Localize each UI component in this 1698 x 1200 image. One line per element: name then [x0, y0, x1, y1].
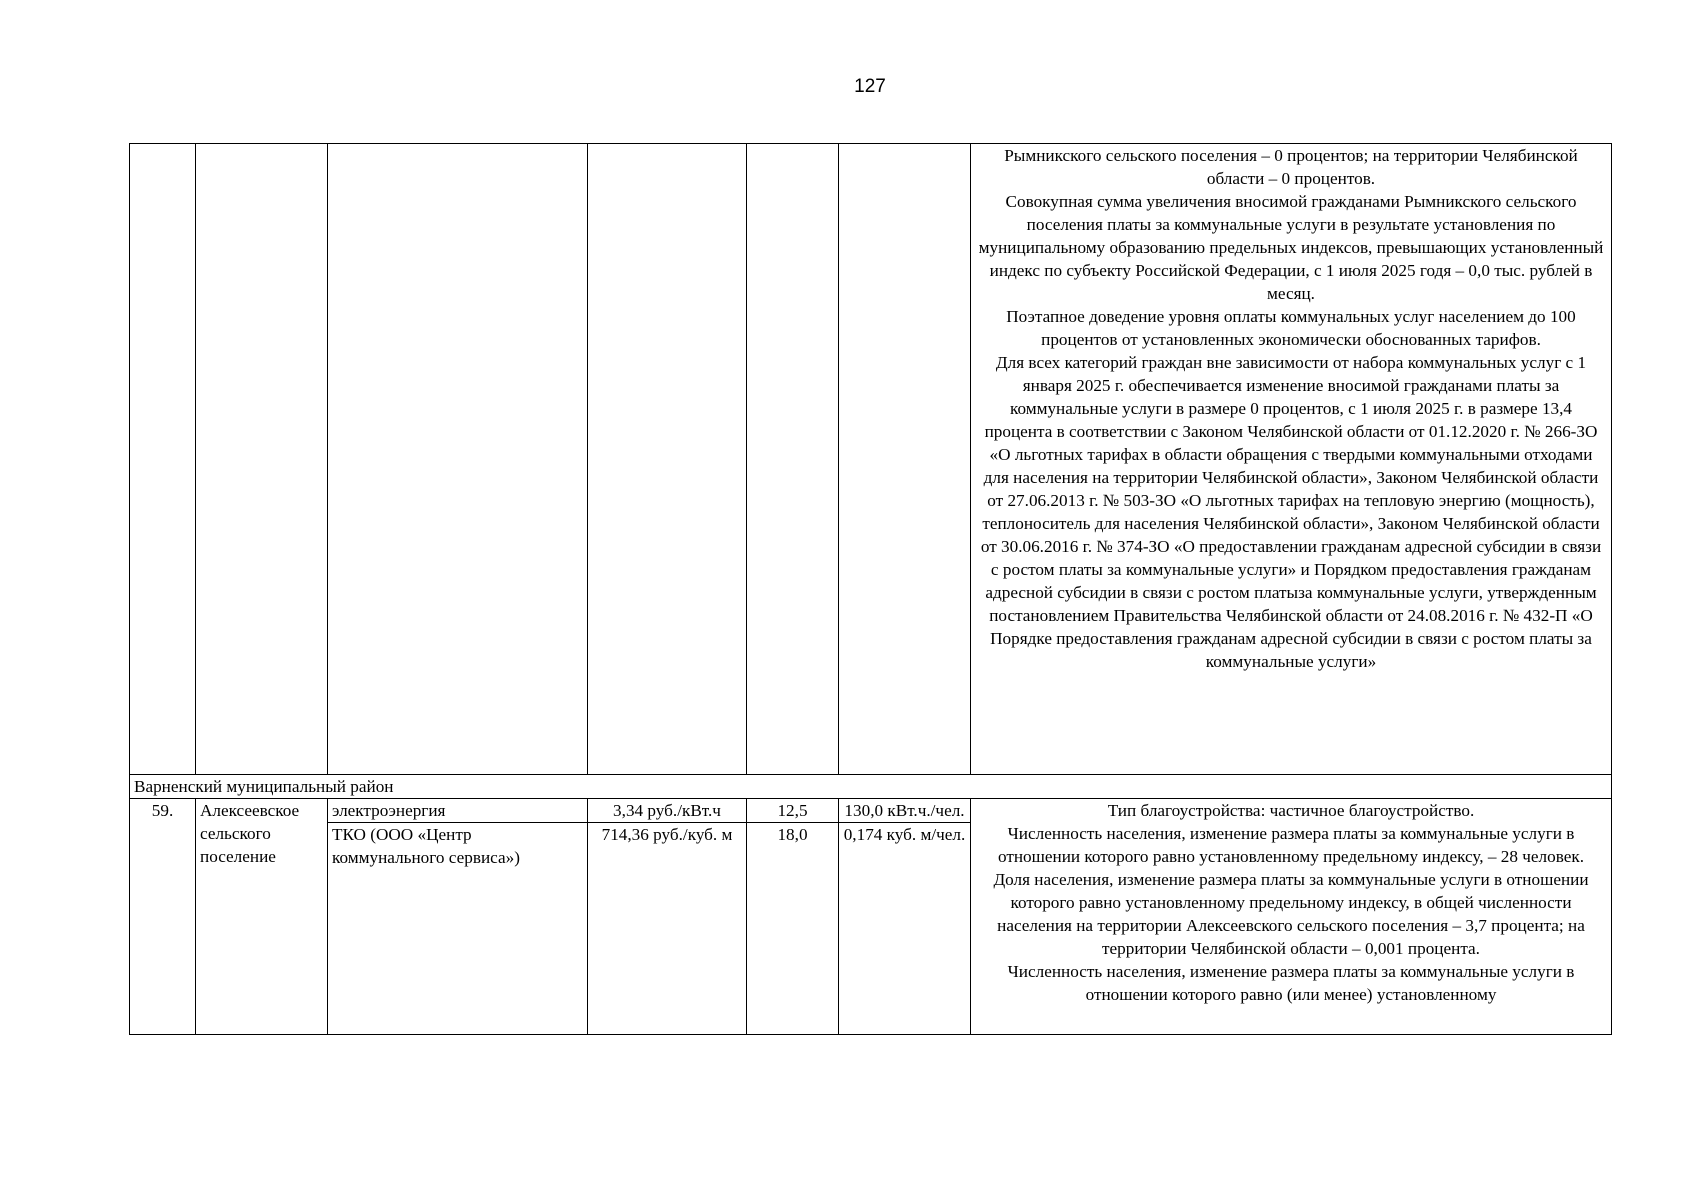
service-name: электроэнергия	[328, 799, 588, 823]
note-paragraph: Доля населения, изменение размера платы за коммунальные услуги в отношении которого равно установленному предельному индексу, в общей численности населения на территории Алексеевского сельского поселения – 3,7 процента; на территории Челябинской области – 0,001 процента.	[993, 870, 1589, 958]
entry-row-electricity	[130, 799, 1612, 823]
section-title: Варненский муниципальный район	[130, 775, 1612, 799]
continuation-row	[130, 144, 1612, 775]
note-paragraph: Тип благоустройства: частичное благоустройство.	[1107, 801, 1475, 820]
service-tariff: 3,34 руб./кВт.ч	[588, 799, 747, 823]
page-number: 127	[854, 76, 886, 97]
service-norm: 130,0 кВт.ч./чел.	[839, 799, 971, 823]
entry-number: 59.	[130, 799, 196, 1035]
note-paragraph: Численность населения, изменение размера платы за коммунальные услуги в отношении которого равно (или менее) установленному	[1007, 962, 1575, 1004]
entry-notes-cell	[971, 799, 1612, 1035]
section-row	[130, 775, 1612, 799]
service-norm: 0,174 куб. м/чел.	[839, 823, 971, 1035]
empty-cell	[196, 144, 328, 775]
empty-cell	[328, 144, 588, 775]
empty-cell	[747, 144, 839, 775]
settlement-name: Алексеевское сельского поселение	[196, 799, 328, 1035]
service-name: ТКО (ООО «Центр коммунального сервиса»)	[328, 823, 588, 1035]
empty-cell	[839, 144, 971, 775]
note-paragraph: Поэтапное доведение уровня оплаты коммунальных услуг населением до 100 процентов от установленных экономически обоснованных тарифов.	[1006, 307, 1576, 349]
note-paragraph: Численность населения, изменение размера платы за коммунальные услуги в отношении которого равно установленному предельному индексу, – 28 человек.	[997, 824, 1585, 866]
empty-cell	[588, 144, 747, 775]
empty-cell	[130, 144, 196, 775]
note-paragraph: Рымникского сельского поселения – 0 процентов; на территории Челябинской области – 0 процентов.	[1004, 146, 1578, 188]
service-tariff: 714,36 руб./куб. м	[588, 823, 747, 1035]
note-paragraph: Совокупная сумма увеличения вносимой гражданами Рымникского сельского поселения платы за коммунальные услуги в результате установления по муниципальному образованию предельных индексов, превышающих установленный индекс по субъекту Российской Федерации, с 1 июля 2025 годя – 0,0 тыс. рублей в месяц.	[978, 192, 1604, 303]
tariff-table	[129, 143, 1612, 1035]
note-paragraph: Для всех категорий граждан вне зависимости от набора коммунальных услуг с 1 января 2025 г. обеспечивается изменение вносимой гражданами платы за коммунальные услуги в размере 0 процентов, с 1 июля 2025 г. в размере 13,4 процента в соответствии с Законом Челябинской области от 01.12.2020 г. № 266-ЗО «О льготных тарифах в области обращения с твердыми коммунальными отходами для населения на территории Челябинской области», Законом Челябинской области от 27.06.2013 г. № 503-ЗО «О льготных тарифах на тепловую энергию (мощность), теплоноситель для населения Челябинской области», Законом Челябинской области от 30.06.2016 г. № 374-ЗО «О предоставлении гражданам адресной субсидии в связи с ростом платы за коммунальные услуги» и Порядком предоставления гражданам адресной субсидии в связи с ростом платыза коммунальные услуги, утвержденным постановлением Правительства Челябинской области от 24.08.2016 г. № 432-П «О Порядке предоставления гражданам адресной субсидии в связи с ростом платы за коммунальные услуги»	[980, 353, 1602, 671]
service-index: 12,5	[747, 799, 839, 823]
continuation-notes-cell	[971, 144, 1612, 775]
service-index: 18,0	[747, 823, 839, 1035]
